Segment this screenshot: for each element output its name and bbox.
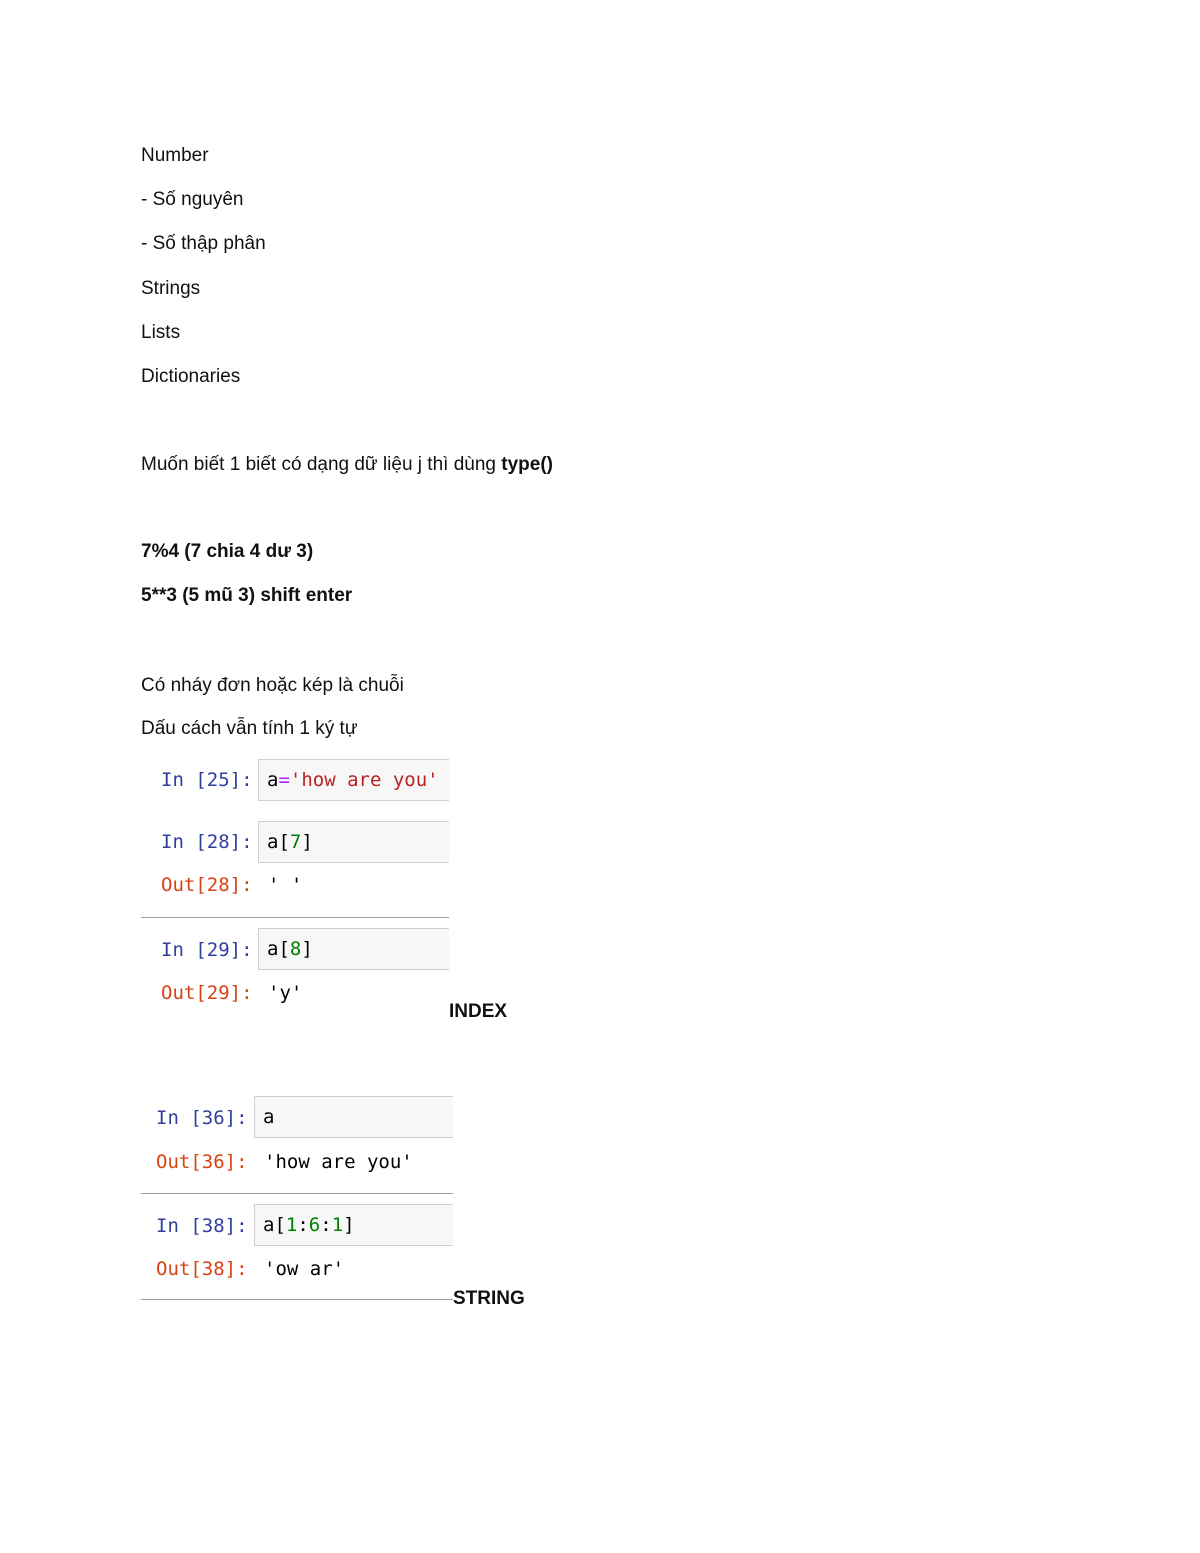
code-number: 6 [308, 1214, 321, 1236]
cell-separator [141, 1193, 453, 1194]
code-text: a[ [267, 831, 290, 853]
output-29: 'y' [268, 982, 303, 1004]
type-dictionaries: Dictionaries [141, 366, 241, 387]
in-prompt-38: In [38]: [156, 1215, 248, 1237]
out-prompt-38: Out[38]: [156, 1258, 248, 1280]
code-cell-29[interactable] [258, 928, 449, 970]
code-cell-38[interactable] [254, 1204, 453, 1246]
code-number: 7 [289, 831, 302, 853]
type-lists: Lists [141, 322, 181, 343]
power-note: 5**3 (5 mũ 3) shift enter [141, 585, 353, 606]
type-number: Number [141, 145, 209, 166]
type-hint-text: Muốn biết 1 biết có dạng dữ liệu j thì dùng [141, 454, 502, 475]
code-cell-36[interactable]: a [254, 1096, 453, 1138]
modulo-note: 7%4 (7 chia 4 dư 3) [141, 541, 314, 562]
string-note-quotes: Có nháy đơn hoặc kép là chuỗi [141, 675, 404, 696]
code-number: 1 [331, 1214, 344, 1236]
string-note-space: Dấu cách vẫn tính 1 ký tự [141, 718, 358, 739]
code-var: a [267, 769, 279, 791]
out-prompt-36: Out[36]: [156, 1151, 248, 1173]
code-cell-28[interactable] [258, 821, 449, 863]
code-text: ] [343, 1214, 355, 1236]
code-text: a[ [267, 938, 290, 960]
type-decimal: - Số thập phân [141, 233, 266, 254]
code-text: : [297, 1214, 309, 1236]
in-prompt-28: In [28]: [161, 831, 253, 853]
code-text: ] [301, 831, 313, 853]
in-prompt-29: In [29]: [161, 939, 253, 961]
type-hint-line [141, 453, 553, 477]
string-label: STRING [453, 1288, 525, 1309]
code-text: a[ [263, 1214, 286, 1236]
in-prompt-36: In [36]: [156, 1107, 248, 1129]
code-number: 1 [285, 1214, 298, 1236]
out-prompt-28: Out[28]: [161, 874, 253, 896]
output-28: ' ' [268, 874, 303, 896]
in-prompt-25: In [25]: [161, 769, 253, 791]
output-36: 'how are you' [264, 1151, 413, 1173]
code-text: ] [301, 938, 313, 960]
code-string: 'how are you' [289, 769, 439, 791]
type-strings: Strings [141, 278, 201, 299]
code-text: : [320, 1214, 332, 1236]
type-integer: - Số nguyên [141, 189, 244, 210]
cell-separator [141, 917, 449, 918]
type-function: type() [501, 454, 553, 475]
code-number: 8 [289, 938, 302, 960]
code-cell-25[interactable] [258, 759, 449, 801]
index-label: INDEX [449, 1001, 508, 1022]
cell-separator [141, 1299, 453, 1300]
code-operator: = [278, 769, 290, 791]
out-prompt-29: Out[29]: [161, 982, 253, 1004]
output-38: 'ow ar' [264, 1258, 345, 1280]
